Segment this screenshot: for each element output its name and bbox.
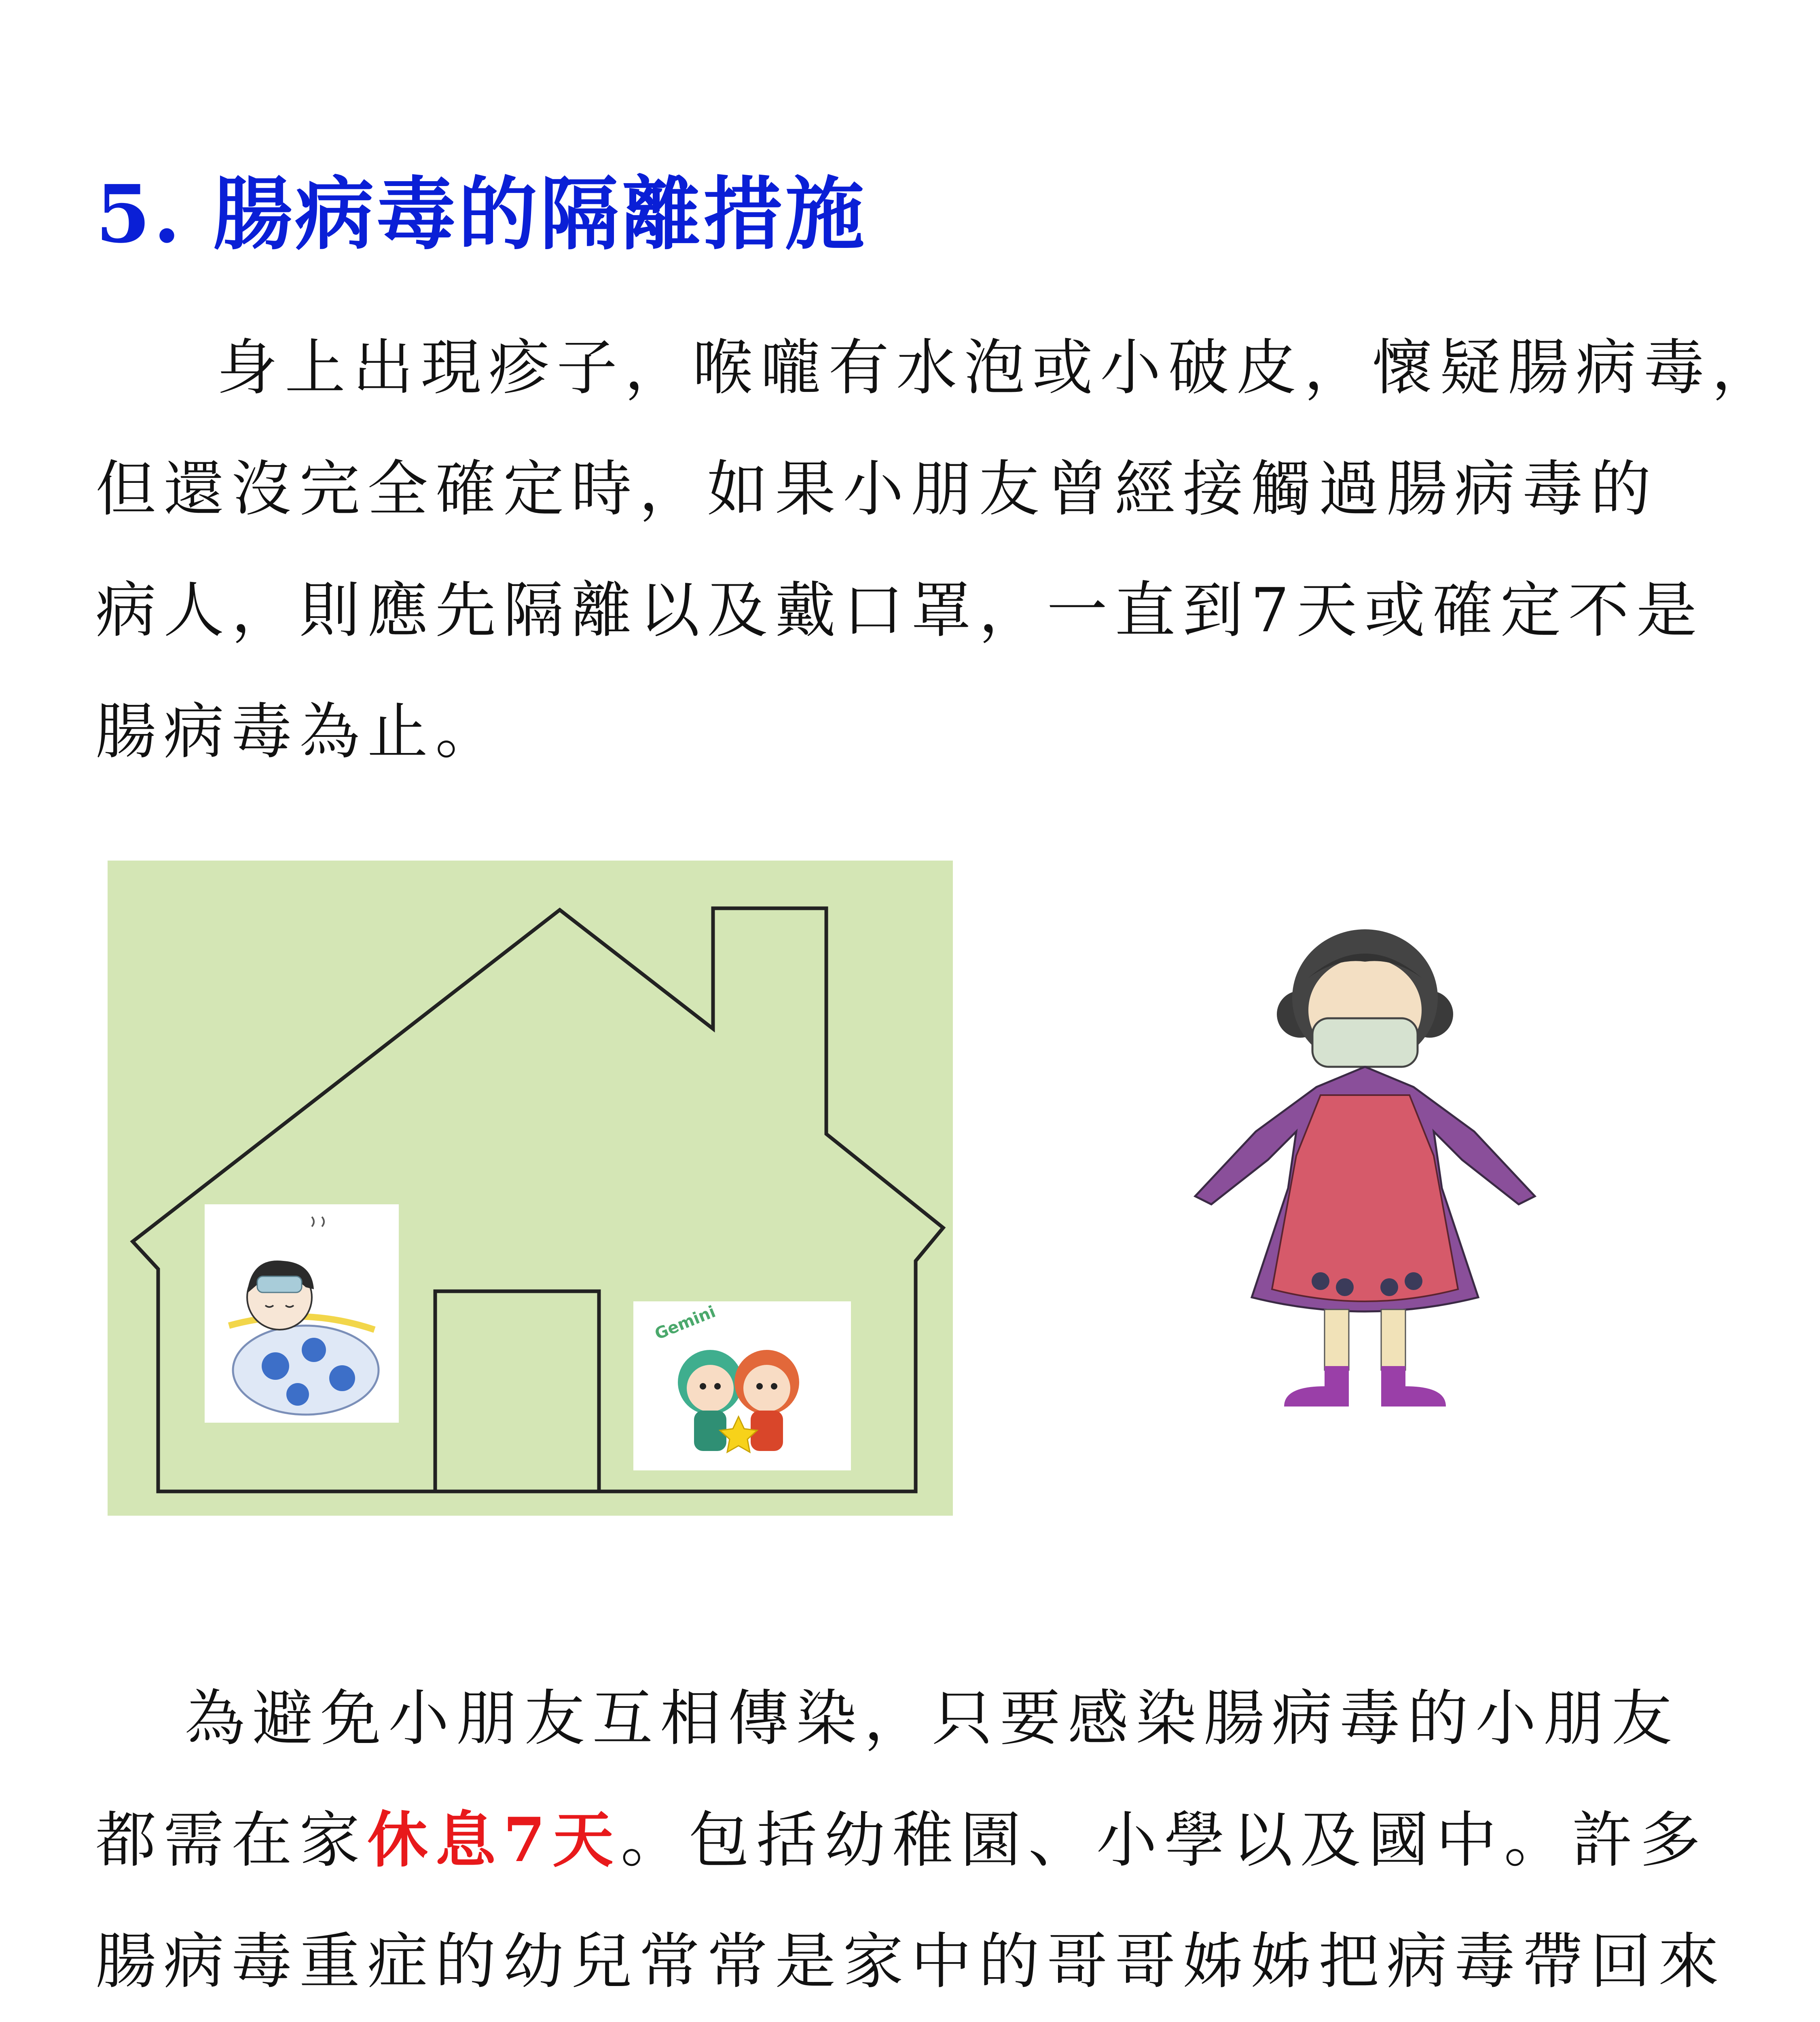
paragraph-line: 病人，則應先隔離以及戴口罩，一直到7天或確定不是 (95, 575, 1704, 646)
house-illustration (108, 861, 953, 1516)
paragraph-line (95, 1779, 1814, 1901)
paragraph-line: 腸病毒為止。 (95, 697, 504, 767)
page-title: 5. 腸病毒的隔離措施 (95, 168, 867, 261)
twins-label: Gemini (652, 1302, 718, 1344)
paragraph-line: 但還沒完全確定時，如果小朋友曾經接觸過腸病毒的 (95, 454, 1659, 525)
masked-girl-illustration (1151, 905, 1575, 1443)
paragraph-line: 為避免小朋友互相傳染，只要感染腸病毒的小朋友 (184, 1684, 1680, 1754)
sick-child-in-bed-icon (205, 1204, 399, 1423)
intro-paragraph (95, 307, 1814, 793)
rest-seven-days-highlight: 休息7天 (367, 1804, 621, 1876)
text-segment: 都需在家 (95, 1805, 368, 1876)
isolation-paragraph (95, 1658, 1814, 2022)
text-segment: 。包括幼稚園、小學以及國中。許多 (620, 1805, 1708, 1876)
paragraph-line: 身上出現疹子，喉嚨有水泡或小破皮，懷疑腸病毒， (217, 333, 1780, 403)
paragraph-line: 腸病毒重症的幼兒常常是家中的哥哥姊姊把病毒帶回來 (95, 1927, 1727, 1997)
twin-children-icon (633, 1301, 851, 1470)
